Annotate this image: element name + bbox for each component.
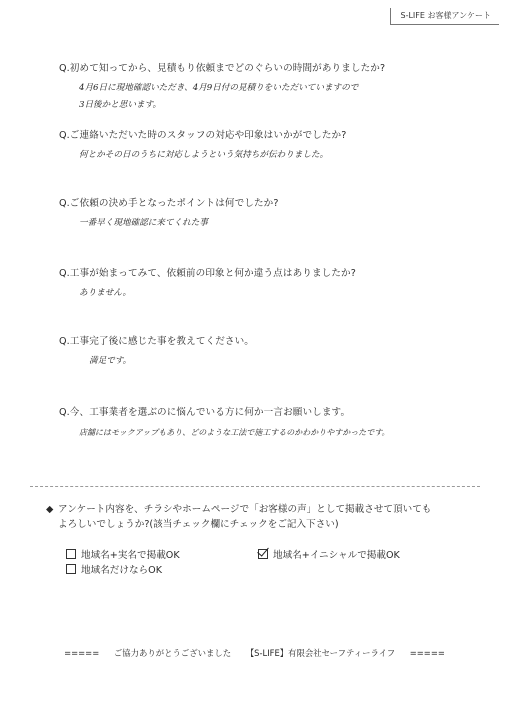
consent-text-line2: よろしいでしょうか?(該当チェック欄にチェックをご記入下さい) [58,519,339,530]
checkbox-checked-icon[interactable] [258,549,268,559]
question-block-4 [59,265,499,302]
question-text: Q.工事が始まってみて、依頼前の印象と何か違う点はありましたか? [59,268,356,279]
question-block-1 [59,60,499,114]
answer-line: ありません。 [79,288,132,298]
question-block-5 [59,333,499,370]
answer-line: 4月6日に現地確認いただき、4月9日付の見積りをいただいていますので [79,83,359,93]
footer [0,647,509,659]
option-label: 地域名だけならOK [81,565,162,576]
answer-line: 満足です。 [89,356,132,366]
diamond-bullet-icon: ◆ [46,504,54,515]
checkbox-icon[interactable] [66,549,76,559]
question-text: Q.ご連絡いただいた時のスタッフの対応や印象はいかがでしたか? [59,130,347,141]
question-text: Q.工事完了後に感じた事を教えてください。 [59,336,254,347]
question-text: Q.ご依頼の決め手となったポイントは何でしたか? [59,198,279,209]
answer-line: 店舗にはモックアップもあり、どのような工法で施工するのかわかりやすかったです。 [79,428,390,437]
consent-notice [46,502,476,532]
checkbox-icon[interactable] [66,564,76,574]
question-text: Q.初めて知ってから、見積もり依頼までどのぐらいの時間がありましたか? [59,63,386,74]
answer-line: 何とかその日のうちに対応しようという気持ちが伝わりました。 [79,150,329,160]
footer-company: 【S-LIFE】有限会社セーフティーライフ [245,648,396,658]
option-label: 地域名+イニシャルで掲載OK [273,550,400,561]
answer-handwritten [79,424,499,441]
footer-decoration-left: ===== [64,648,100,658]
answer-handwritten [79,147,499,164]
option-label: 地域名+実名で掲載OK [81,550,180,561]
answer-handwritten [79,80,499,114]
survey-header-tag: S-LIFE お客様アンケート [390,8,500,25]
question-block-2 [59,127,499,164]
consent-text-line1: アンケート内容を、チラシやホームページで「お客様の声」として掲載させて頂いても [58,504,432,515]
question-block-6 [59,404,499,441]
consent-option-initials[interactable] [258,547,400,561]
question-text: Q.今、工事業者を選ぶのに悩んでいる方に何か一言お願いします。 [59,407,351,418]
consent-option-realname[interactable] [66,547,180,561]
answer-handwritten [89,353,499,370]
answer-handwritten [79,215,499,232]
footer-decoration-right: ===== [409,648,445,658]
answer-handwritten [79,285,499,302]
question-block-3 [59,195,499,232]
answer-line: 3日後かと思います。 [79,100,162,110]
consent-option-region-only[interactable] [66,562,162,576]
dashed-divider [30,486,480,487]
footer-thanks: ご協力ありがとうございました [113,648,232,658]
answer-line: 一番早く現地確認に来てくれた事 [79,218,208,228]
